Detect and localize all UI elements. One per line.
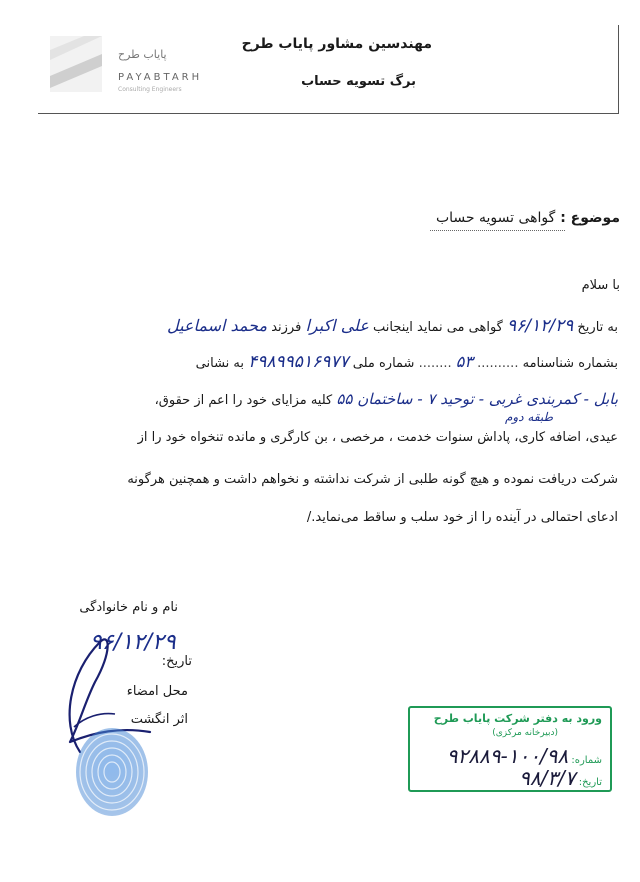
stamp-date-value: ۹۸/۳/۷ <box>519 766 576 790</box>
subject-label: موضوع : <box>560 210 620 226</box>
stamp-title: ورود به دفتر شرکت پایاب طرح <box>433 712 602 725</box>
date-value: ۹۶/۱۲/۲۹ <box>90 630 176 655</box>
form-title: برگ تسویه حساب <box>301 74 416 89</box>
line1-prefix: به تاریخ <box>577 320 618 335</box>
body-line-2 <box>196 352 618 372</box>
greeting: با سلام <box>581 278 620 293</box>
line1-father: محمد اسماعیل <box>166 316 268 335</box>
logo-fa-text: پایاب طرح <box>118 48 167 61</box>
line1-mid: گواهی می نماید اینجانب <box>373 320 503 335</box>
stamp-date-row <box>519 766 602 790</box>
body-line-1 <box>167 316 618 336</box>
name-label: نام و نام خانوادگی <box>79 600 178 615</box>
fingerprint-icon <box>72 720 152 820</box>
line2-prefix: بشماره شناسنامه <box>522 356 618 371</box>
finger-label: اثر انگشت <box>130 712 188 727</box>
line1-name: علی اکبرا <box>305 316 369 335</box>
line2-national: ۴۹۸۹۹۵۱۶۹۷۷ <box>248 352 349 372</box>
dots-1: .......... <box>477 356 519 371</box>
stamp-subtitle: (دبیرخانه مرکزی) <box>492 728 558 738</box>
subject-line <box>436 210 620 226</box>
logo-mark-icon <box>50 36 102 92</box>
body-line-4: عیدی، اضافه کاری، پاداش سنوات خدمت ، مرخصی ، بن کارگری و مانده تنخواه خود را از <box>137 430 618 445</box>
logo-en-text: PAYABTARH <box>118 72 203 83</box>
line3-floor: طبقه دوم <box>505 410 554 424</box>
line2-mid: شماره ملی <box>352 356 415 371</box>
line3-address: بابل - کمربندی غربی - توحید ۷ - ساختمان ۵۵ <box>336 390 618 408</box>
subject-underline <box>430 230 565 231</box>
stamp-date-label: تاریخ: <box>578 777 602 788</box>
subject-value: گواهی تسویه حساب <box>435 210 556 226</box>
stamp-number-value: ۱۰۰/۹۸-۹۲۸۸۹ <box>446 744 569 768</box>
stamp-number-row <box>447 744 602 768</box>
line2-suffix: به نشانی <box>195 356 245 371</box>
registry-stamp <box>408 706 612 792</box>
body-line-3 <box>155 390 618 408</box>
line1-suffix: فرزند <box>271 320 302 335</box>
stamp-number-label: شماره: <box>571 755 602 766</box>
dots-2: ........ <box>418 356 452 371</box>
body-line-5: شرکت دریافت نموده و هیچ گونه طلبی از شرکت نداشته و نخواهم داشت و همچنین هرگونه <box>127 472 618 487</box>
sign-label: محل امضاء <box>126 684 188 699</box>
company-logo <box>40 28 218 100</box>
line3-suffix: کلیه مزایای خود را اعم از حقوق، <box>154 393 333 408</box>
line1-date: ۹۶/۱۲/۲۹ <box>507 316 574 336</box>
line2-idno: ۵۳ <box>455 352 473 371</box>
company-name: مهندسین مشاور پایاب طرح <box>241 36 432 52</box>
date-label: تاریخ: <box>161 654 192 669</box>
logo-sub-text: Consulting Engineers <box>118 86 182 93</box>
body-line-6: ادعای احتمالی در آینده را از خود سلب و ساقط می‌نماید./ <box>306 510 618 525</box>
